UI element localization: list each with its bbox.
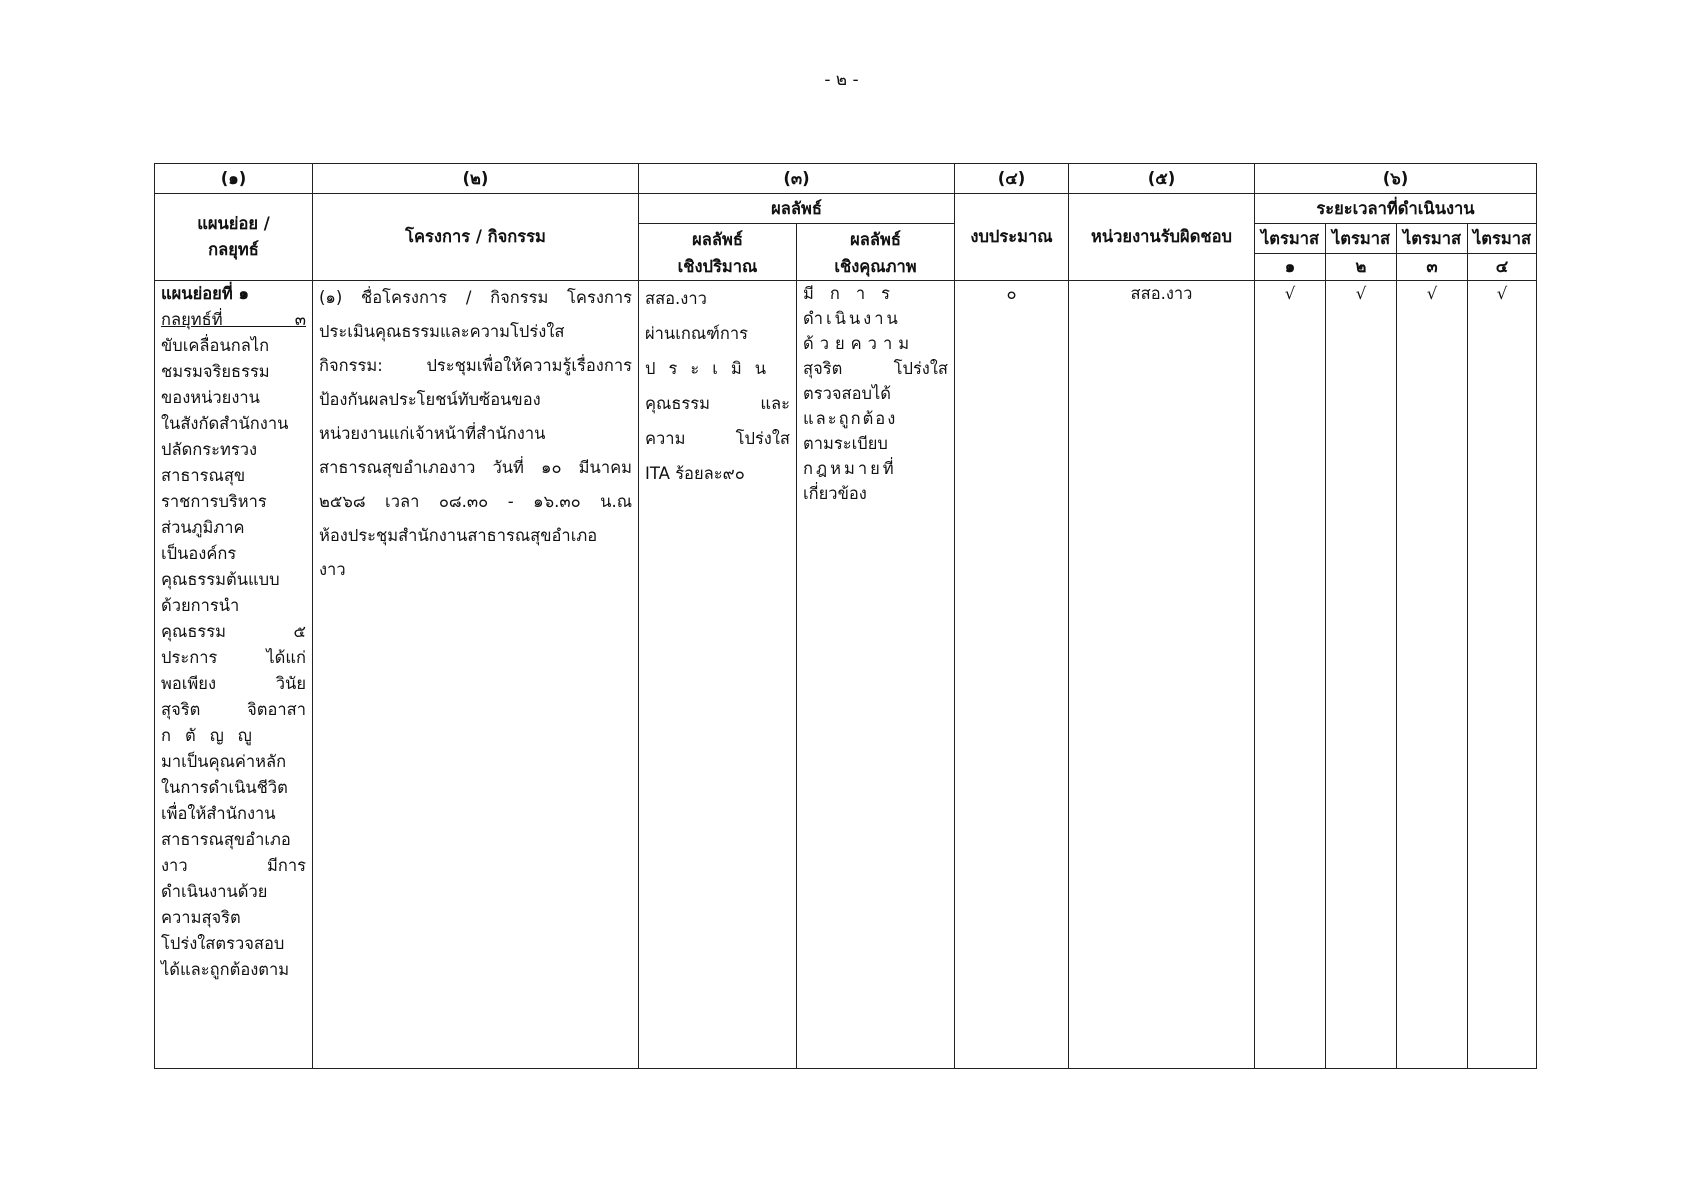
outcome-quality-cell: [797, 281, 955, 1069]
project-line: หน่วยงานแก่เจ้าหน้าที่สำนักงาน: [319, 424, 546, 443]
plan-line: กตัญญู: [161, 726, 266, 745]
outcome-quality-header: [797, 224, 955, 281]
outcome-quality-line: ตามระเบียบ: [803, 434, 888, 453]
timeframe-header: ระยะเวลาที่ดำเนินงาน: [1255, 194, 1537, 224]
outcome-quantity-cell: [639, 281, 797, 1069]
responsible-unit-header: หน่วยงานรับผิดชอบ: [1069, 194, 1255, 281]
outcome-quantity-line: คุณธรรม และ: [645, 394, 790, 413]
plan-line: คุณธรรมต้นแบบ: [161, 570, 280, 589]
project-line: กิจกรรม: ประชุมเพื่อให้ความรู้เรื่องการ: [319, 356, 632, 375]
plan-line: แผนย่อยที่ ๑: [161, 284, 249, 303]
outcome-quantity-header-line-2: เชิงปริมาณ: [677, 257, 758, 276]
plan-strategy-cell: [155, 281, 313, 1069]
plan-line: เพื่อให้สำนักงาน: [161, 804, 276, 823]
plan-table: [154, 163, 1537, 1069]
outcome-quality-line: และถูกต้อง: [803, 409, 898, 428]
page-number: - ๒ -: [824, 70, 859, 90]
outcome-quantity-line: ประเมิน: [645, 359, 779, 378]
outcome-quantity-line: สสอ.งาว: [645, 289, 707, 308]
project-line: (๑) ชื่อโครงการ / กิจกรรม โครงการ: [319, 288, 632, 307]
plan-strategy-header-line-2: กลยุทธ์: [208, 240, 259, 259]
plan-line: ปลัดกระทรวง: [161, 440, 258, 459]
project-activity-header: โครงการ / กิจกรรม: [313, 194, 639, 281]
plan-line: ชมรมจริยธรรม: [161, 362, 270, 381]
col-number-1: (๑): [155, 164, 313, 194]
outcome-quantity-header-line-1: ผลลัพธ์: [692, 230, 743, 249]
plan-line: เป็นองค์กร: [161, 544, 237, 563]
quarter-2-check: √: [1326, 281, 1397, 1069]
plan-line: ดำเนินงานด้วย: [161, 882, 268, 901]
quarter-number-1: ๑: [1255, 254, 1326, 281]
project-line: ห้องประชุมสำนักงานสาธารณสุขอำเภอ: [319, 526, 598, 545]
plan-line: พอเพียง วินัย: [161, 674, 306, 693]
project-line: ป้องกันผลประโยชน์ทับซ้อนของ: [319, 390, 541, 409]
outcome-quality-line: ดำเนินงาน: [803, 309, 901, 328]
quarter-header-3: ไตรมาส: [1397, 224, 1468, 254]
plan-line: คุณธรรม ๕: [161, 622, 306, 641]
outcome-quality-header-line-2: เชิงคุณภาพ: [834, 257, 917, 276]
outcome-quality-line: ด้วยความ: [803, 334, 916, 353]
plan-line: ด้วยการนำ: [161, 596, 240, 615]
plan-line: ในการดำเนินชีวิต: [161, 778, 288, 797]
quarter-1-check: √: [1255, 281, 1326, 1069]
plan-line: ของหน่วยงาน: [161, 388, 260, 407]
project-line: ประเมินคุณธรรมและความโปร่งใส: [319, 322, 565, 341]
plan-line: ขับเคลื่อนกลไก: [161, 336, 270, 355]
outcome-quality-line: มีการ: [803, 284, 906, 303]
plan-strategy-header: [155, 194, 313, 281]
quarter-number-3: ๓: [1397, 254, 1468, 281]
outcome-quantity-line: ผ่านเกณฑ์การ: [645, 324, 748, 343]
outcome-quantity-line: ITA ร้อยละ๙๐: [645, 464, 745, 483]
plan-line: สาธารณสุขอำเภอ: [161, 830, 291, 849]
outcome-quality-header-line-1: ผลลัพธ์: [850, 230, 901, 249]
table-row: [155, 281, 1537, 1069]
col-number-5: (๕): [1069, 164, 1255, 194]
project-line: งาว: [319, 560, 346, 579]
col-number-6: (๖): [1255, 164, 1537, 194]
quarter-4-check: √: [1468, 281, 1537, 1069]
project-line: สาธารณสุขอำเภองาว วันที่ ๑๐ มีนาคม: [319, 458, 632, 477]
outcome-quality-line: สุจริต โปร่งใส: [803, 359, 948, 378]
outcome-quality-line: เกี่ยวข้อง: [803, 484, 867, 503]
plan-line: ในสังกัดสำนักงาน: [161, 414, 289, 433]
quarter-header-2: ไตรมาส: [1326, 224, 1397, 254]
outcome-quantity-line: ความ โปร่งใส: [645, 429, 790, 448]
plan-line: โปร่งใสตรวจสอบ: [161, 934, 285, 953]
plan-strategy-header-line-1: แผนย่อย /: [197, 214, 270, 233]
quarter-number-2: ๒: [1326, 254, 1397, 281]
budget-header: งบประมาณ: [955, 194, 1069, 281]
responsible-unit-cell: สสอ.งาว: [1069, 281, 1255, 1069]
quarter-header-1: ไตรมาส: [1255, 224, 1326, 254]
quarter-number-4: ๔: [1468, 254, 1537, 281]
budget-cell: ๐: [955, 281, 1069, 1069]
plan-line: สุจริต จิตอาสา: [161, 700, 306, 719]
plan-line: ราชการบริหาร: [161, 492, 267, 511]
plan-line: ส่วนภูมิภาค: [161, 518, 245, 537]
plan-line: สาธารณสุข: [161, 466, 246, 485]
plan-line: งาว มีการ: [161, 856, 306, 875]
plan-line: ความสุจริต: [161, 908, 241, 927]
plan-line: ประการ ได้แก่: [161, 648, 306, 667]
quarter-3-check: √: [1397, 281, 1468, 1069]
col-number-2: (๒): [313, 164, 639, 194]
plan-line: กลยุทธ์ที่ ๓: [161, 310, 306, 329]
project-line: ๒๕๖๘ เวลา ๐๘.๓๐ - ๑๖.๓๐ น.ณ: [319, 492, 632, 511]
quarter-header-4: ไตรมาส: [1468, 224, 1537, 254]
col-number-3: (๓): [639, 164, 955, 194]
outcome-quality-line: ตรวจสอบได้: [803, 384, 891, 403]
plan-line: ได้และถูกต้องตาม: [161, 960, 290, 979]
plan-line: มาเป็นคุณค่าหลัก: [161, 752, 287, 771]
col-number-4: (๔): [955, 164, 1069, 194]
outcome-header: ผลลัพธ์: [639, 194, 955, 224]
outcome-quantity-header: [639, 224, 797, 281]
outcome-quality-line: กฎหมายที่: [803, 459, 897, 478]
project-activity-cell: [313, 281, 639, 1069]
